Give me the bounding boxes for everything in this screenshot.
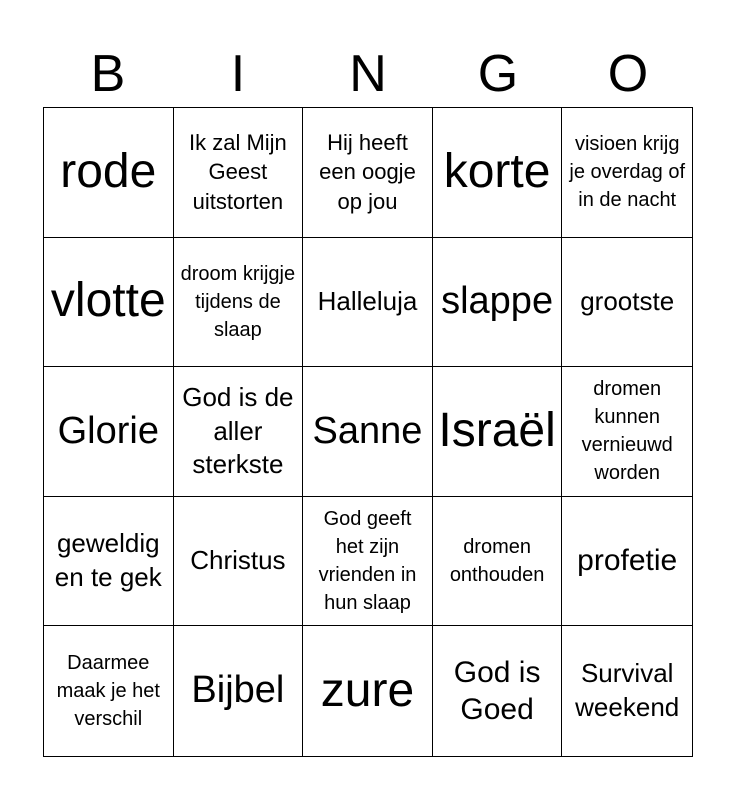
- bingo-cell-text: God geeft het zijn vrienden in hun slaap: [318, 508, 417, 615]
- bingo-cell-r2c5[interactable]: [562, 238, 692, 368]
- bingo-cell-r3c2[interactable]: [174, 367, 304, 497]
- bingo-cell-text: dromen onthouden: [449, 536, 545, 587]
- bingo-cell-r3c3[interactable]: [303, 367, 433, 497]
- bingo-cell-r5c1[interactable]: [44, 626, 174, 756]
- bingo-board: [43, 107, 693, 757]
- bingo-cell-text: Glorie: [57, 409, 159, 452]
- header-letter-o: O: [607, 45, 649, 103]
- bingo-cell-text: zure: [320, 663, 415, 717]
- bingo-cell-r5c4[interactable]: [433, 626, 563, 756]
- header-letter-i: I: [230, 45, 246, 103]
- bingo-cell-r4c2[interactable]: [174, 497, 304, 627]
- bingo-cell-r5c5[interactable]: [562, 626, 692, 756]
- bingo-cell-text: profetie: [577, 544, 678, 578]
- bingo-cell-text: droom krijgje tijdens de slaap: [180, 262, 296, 341]
- bingo-cell-r4c4[interactable]: [433, 497, 563, 627]
- bingo-cell-r5c3[interactable]: [303, 626, 433, 756]
- bingo-cell-r4c3[interactable]: [303, 497, 433, 627]
- header-letter-n: N: [349, 45, 387, 103]
- bingo-cell-r5c2[interactable]: [174, 626, 304, 756]
- bingo-cell-r1c1[interactable]: [44, 108, 174, 238]
- bingo-cell-text: slappe: [441, 280, 554, 323]
- bingo-cell-r1c3[interactable]: [303, 108, 433, 238]
- bingo-cell-text: Survival weekend: [575, 658, 680, 723]
- bingo-cell-r4c5[interactable]: [562, 497, 692, 627]
- bingo-cell-text: visioen krijg je overdag of in de nacht: [569, 133, 686, 212]
- bingo-cell-r1c2[interactable]: [174, 108, 304, 238]
- bingo-cell-text: Christus: [190, 545, 286, 576]
- bingo-cell-text: God is de aller sterkste: [182, 381, 294, 480]
- bingo-cell-text: God is Goed: [453, 655, 541, 727]
- bingo-cell-text: Israël: [438, 404, 556, 458]
- bingo-cell-text: Ik zal Mijn Geest uitstorten: [188, 129, 287, 215]
- bingo-cell-r2c3[interactable]: [303, 238, 433, 368]
- bingo-cell-r1c5[interactable]: [562, 108, 692, 238]
- bingo-cell-text: grootste: [580, 285, 675, 316]
- bingo-cell-text: vlotte: [50, 274, 166, 328]
- bingo-cell-text: Hij heeft een oogje op jou: [319, 129, 416, 215]
- bingo-cell-r2c2[interactable]: [174, 238, 304, 368]
- bingo-cell-text: dromen kunnen vernieuwd worden: [581, 378, 673, 485]
- bingo-cell-r4c1[interactable]: [44, 497, 174, 627]
- bingo-cell-text: Halleluja: [317, 285, 418, 316]
- bingo-header: [43, 42, 693, 106]
- bingo-cell-text: Daarmee maak je het verschil: [56, 652, 160, 731]
- bingo-cell-text: geweldig en te gek: [54, 528, 162, 593]
- bingo-cell-text: Bijbel: [191, 669, 285, 712]
- header-letter-g: G: [477, 45, 519, 103]
- bingo-cell-r1c4[interactable]: [433, 108, 563, 238]
- bingo-cell-r3c5[interactable]: [562, 367, 692, 497]
- bingo-cell-r2c4[interactable]: [433, 238, 563, 368]
- bingo-cell-r2c1[interactable]: [44, 238, 174, 368]
- bingo-cell-r3c1[interactable]: [44, 367, 174, 497]
- bingo-cell-text: rode: [60, 144, 157, 198]
- bingo-cell-r3c4[interactable]: [433, 367, 563, 497]
- bingo-cell-text: Sanne: [312, 409, 423, 452]
- bingo-cell-text: korte: [443, 144, 551, 198]
- header-letter-b: B: [90, 45, 126, 103]
